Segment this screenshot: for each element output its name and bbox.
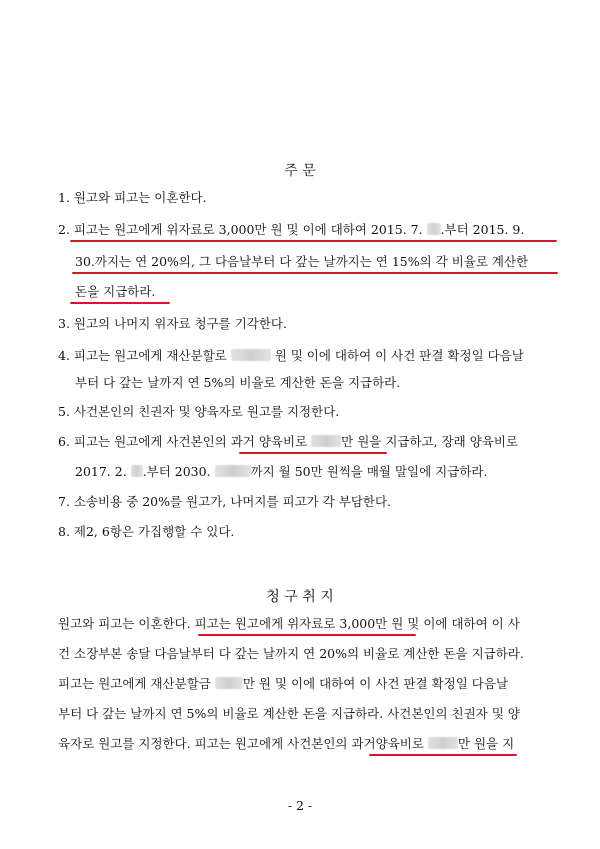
order-item-2-cont: 30.까지는 연 20%의, 그 다음날부터 다 갚는 날까지는 연 15%의 각 비율로 계산한 [75,254,529,269]
order-item-2: 2. 피고는 원고에게 위자료로 3,000만 원 및 이에 대하여 2015. 7. .부터 2015. 9. [58,222,525,237]
redacted-block [311,435,341,447]
redacted-block [427,223,441,235]
claim-line-4: 부터 다 갚는 날까지 연 5%의 비율로 계산한 돈을 지급하라. 사건본인의 친권자 및 양 [58,706,520,721]
heading-order: 주 문 [284,163,316,179]
highlight-underline [72,272,558,274]
redacted-block [428,737,458,749]
claim-line-1: 원고와 피고는 이혼한다. 피고는 원고에게 위자료로 3,000만 원 및 이에 대하여 이 사 [58,616,520,631]
redacted-block [215,677,243,689]
highlight-underline [198,634,416,636]
claim-line-3: 피고는 원고에게 재산분할금 만 원 및 이에 대하여 이 사건 판결 확정일 다음날 [58,676,509,691]
order-item-2-end: 돈을 지급하라. [75,284,156,299]
order-item-5: 5. 사건본인의 친권자 및 양육자로 원고를 지정한다. [58,404,340,419]
order-item-6: 6. 피고는 원고에게 사건본인의 과거 양육비로 만 원을 지급하고, 장래 양육비로 [58,434,518,449]
order-item-4-cont: 부터 다 갚는 날까지 연 5%의 비율로 계산한 돈을 지급하라. [75,375,401,390]
highlight-underline [239,452,387,454]
order-item-1: 1. 원고와 피고는 이혼한다. [58,190,207,205]
highlight-underline [70,302,170,304]
redacted-block [231,349,271,361]
claim-line-2: 건 소장부본 송달 다음날부터 다 갚는 날까지 연 20%의 비율로 계산한 돈을 지급하라. [58,646,524,661]
highlight-underline [369,754,517,756]
redacted-block [131,465,143,477]
page-number: - 2 - [287,798,313,813]
order-item-8: 8. 제2, 6항은 가집행할 수 있다. [58,524,235,539]
claim-line-5: 육자로 원고를 지정한다. 피고는 원고에게 사건본인의 과거양육비로 만 원을 지 [58,736,515,751]
order-item-7: 7. 소송비용 중 20%를 원고가, 나머지를 피고가 각 부담한다. [58,494,392,509]
order-item-6-cont: 2017. 2. .부터 2030. 까지 월 50만 원씩을 매월 말일에 지급하라. [75,464,488,479]
order-item-4: 4. 피고는 원고에게 재산분할로 원 및 이에 대하여 이 사건 판결 확정일 다음날 [58,348,524,363]
redacted-block [215,465,251,477]
order-item-3: 3. 원고의 나머지 위자료 청구를 기각한다. [58,316,287,331]
heading-claim: 청 구 취 지 [266,589,334,605]
highlight-underline [70,240,557,242]
